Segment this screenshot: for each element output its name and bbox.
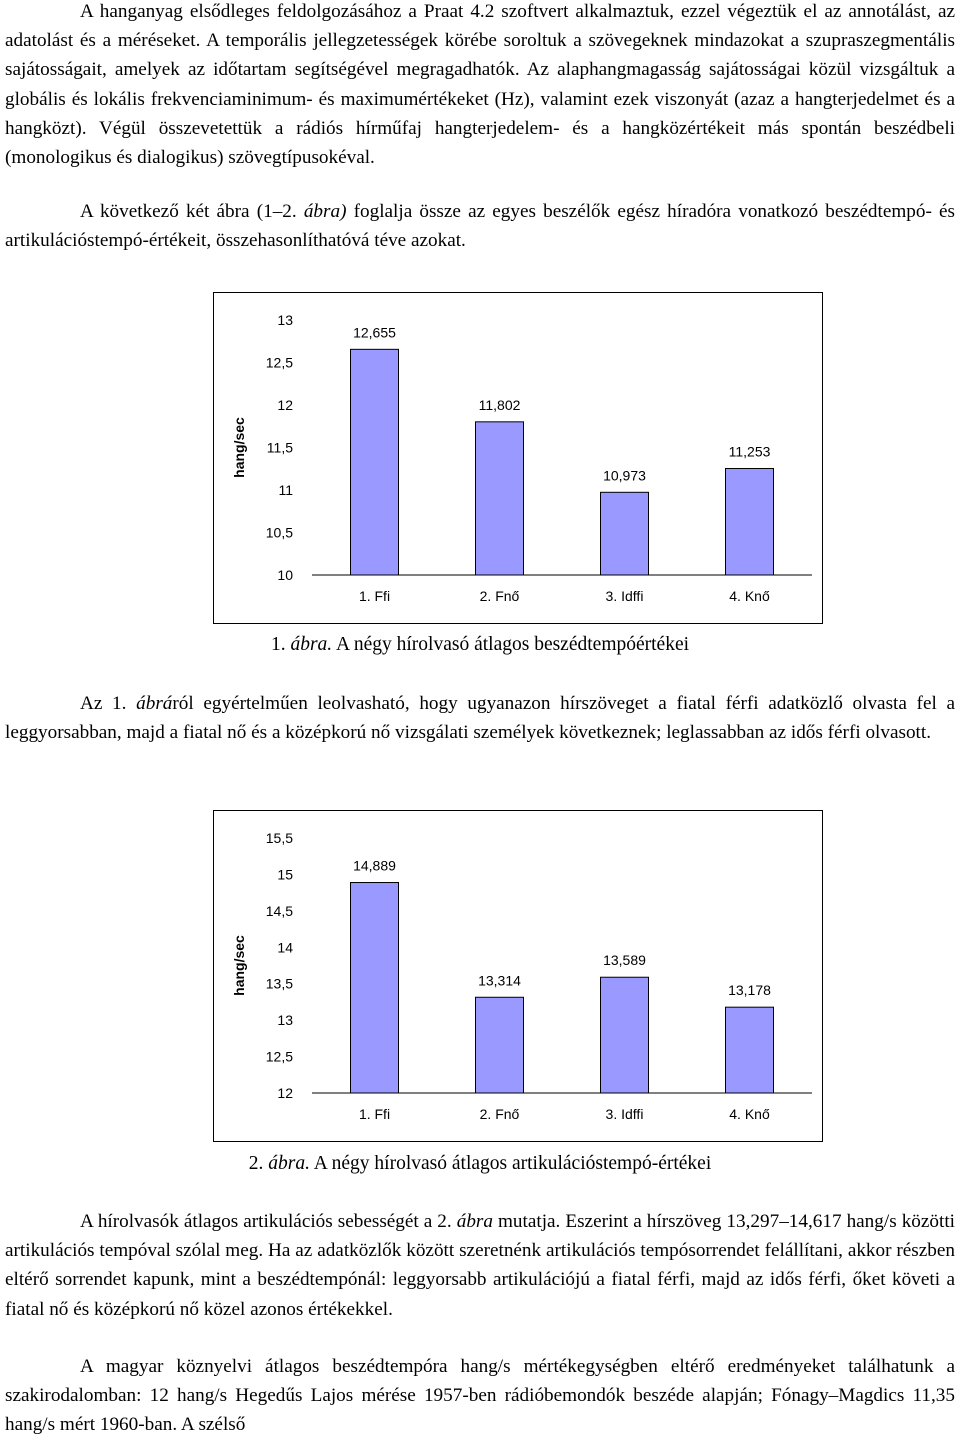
bar — [351, 349, 399, 575]
figures-intro-text-2: foglalja össze az egyes beszélők egész híradóra vonatkozó beszédtempó- és artikulációstempó-értékeit, összehasonlíthatóvá téve azokat. — [5, 201, 955, 252]
figure-2-caption — [0, 1153, 960, 1175]
y-tick-label: 13,5 — [265, 975, 293, 992]
bar-value-label: 12,655 — [353, 324, 396, 341]
bar — [601, 977, 649, 1093]
bar-value-label: 13,178 — [728, 982, 771, 999]
bar — [351, 883, 399, 1093]
figure-1-svg — [214, 293, 822, 623]
x-category-label: 4. Knő — [729, 588, 770, 604]
y-tick-label: 11 — [278, 482, 293, 498]
figure-1-caption — [0, 634, 960, 656]
figure-1-discussion — [5, 689, 955, 747]
x-category-label: 4. Knő — [729, 1106, 770, 1122]
bar-value-label: 11,802 — [478, 396, 521, 413]
y-tick-label: 12,5 — [265, 1048, 293, 1065]
y-tick-label: 10 — [277, 567, 293, 583]
figure-2-caption-number: 2. — [248, 1153, 269, 1174]
bar — [601, 492, 649, 575]
bar-value-label: 11,253 — [728, 443, 771, 460]
figure-1-caption-text: A négy hírolvasó átlagos beszédtempóértékei — [332, 634, 690, 655]
figure-1-caption-number: 1. — [270, 634, 291, 655]
y-tick-label: 12 — [277, 397, 293, 413]
tempo-literature-text: A magyar köznyelvi átlagos beszédtempóra hang/s mértékegységben eltérő eredményeket találhatunk a szakirodalomban: 12 hang/s Hegedűs Lajos mérése 1957-ben rádióbemondók beszéde alapján; Fónagy–Magdics 11,35 hang/s mért 1960-ban. A szélső — [5, 1356, 955, 1436]
tempo-literature-paragraph — [5, 1352, 955, 1440]
figure-2-chart — [213, 810, 823, 1142]
bar-value-label: 13,589 — [603, 952, 646, 969]
x-category-label: 2. Fnő — [479, 588, 520, 604]
bar — [726, 468, 774, 575]
figure-2-discussion-1: A hírolvasók átlagos artikulációs sebességét a 2. — [80, 1211, 457, 1232]
figure-1-discussion-2: ról egyértelműen leolvasható, hogy ugyanazon hírszöveget a fiatal férfi adatközlő olvasta fel a leggyorsabban, majd a fiatal nő és a középkorú nő vizsgálati személyek következnek; leglassabban az idős férfi olvasott. — [5, 693, 955, 744]
y-tick-label: 15 — [277, 866, 293, 883]
bar-value-label: 10,973 — [603, 467, 646, 484]
figure-2-discussion-emphasis: ábra — [456, 1211, 493, 1232]
figures-intro-paragraph — [5, 197, 955, 255]
y-tick-label: 13 — [277, 312, 293, 328]
figure-2-svg — [214, 811, 822, 1141]
x-category-label: 1. Ffi — [358, 1106, 391, 1122]
intro-text: A hanganyag elsődleges feldolgozásához a Praat 4.2 szoftvert alkalmaztuk, ezzel végeztük el az annotálást, az adatolást és a méréseket. A temporális jellegzetességek körébe soroltuk a szövegeknek mindazokat a szupraszegmentális sajátosságait, amelyek az időtartam segítségével megragadhatók. Az alaphangmagasság sajátosságai közül vizsgáltuk a globális és lokális frekvenciaminimum- és maximumértékeket (Hz), valamint ezek viszonyát (azaz a hangterjedelmet és a hangközt). Végül összevetettük a rádiós hírműfaj hangterjedelem- és a hangközértékeit más spontán beszédbeli (monologikus és dialogikus) szövegtípusokéval. — [5, 1, 955, 169]
figure-2-caption-label: ábra. — [268, 1153, 310, 1174]
y-tick-label: 14,5 — [265, 902, 293, 919]
y-tick-label: 12 — [277, 1085, 293, 1101]
figure-1-discussion-1: Az 1. — [80, 693, 137, 714]
intro-paragraph — [5, 0, 955, 172]
figure-2-discussion-2: mutatja. Eszerint a hírszöveg 13,297–14,617 hang/s közötti artikulációs tempóval szólal meg. Ha az adatközlők között szeretnénk artikulációs tempósorrendet felállítani, akkor részben eltérő sorrendet kapunk, mint a beszédtempónál: leggyorsabb artikulációjú a fiatal férfi, majd az idős férfi, őket követi a fiatal nő és középkorú nő közel azonos értékekkel. — [5, 1211, 955, 1320]
figures-intro-emphasis: ábra) — [303, 201, 347, 222]
y-axis-title: hang/sec — [231, 935, 247, 996]
y-tick-label: 10,5 — [265, 524, 293, 541]
y-tick-label: 12,5 — [265, 354, 293, 371]
x-category-label: 1. Ffi — [358, 588, 391, 604]
figure-1-chart — [213, 292, 823, 624]
figures-intro-text-1: A következő két ábra (1–2. — [80, 201, 304, 222]
bar — [476, 997, 524, 1093]
bar-value-label: 13,314 — [478, 972, 521, 989]
y-tick-label: 14 — [277, 939, 293, 956]
y-tick-label: 11,5 — [266, 439, 293, 456]
figure-2-caption-text: A négy hírolvasó átlagos artikulációstempó-értékei — [309, 1153, 712, 1174]
y-axis-title: hang/sec — [231, 417, 247, 478]
y-tick-label: 13 — [277, 1012, 293, 1029]
figure-1-discussion-emphasis: ábrá — [136, 693, 173, 714]
x-category-label: 2. Fnő — [479, 1106, 520, 1122]
y-tick-label: 15,5 — [265, 830, 293, 846]
bar — [476, 422, 524, 575]
bar-value-label: 14,889 — [353, 857, 396, 874]
x-category-label: 3. Idffi — [605, 588, 644, 604]
figure-2-discussion — [5, 1207, 955, 1324]
figure-1-caption-label: ábra. — [290, 634, 333, 655]
bar — [726, 1007, 774, 1093]
x-category-label: 3. Idffi — [605, 1106, 644, 1122]
